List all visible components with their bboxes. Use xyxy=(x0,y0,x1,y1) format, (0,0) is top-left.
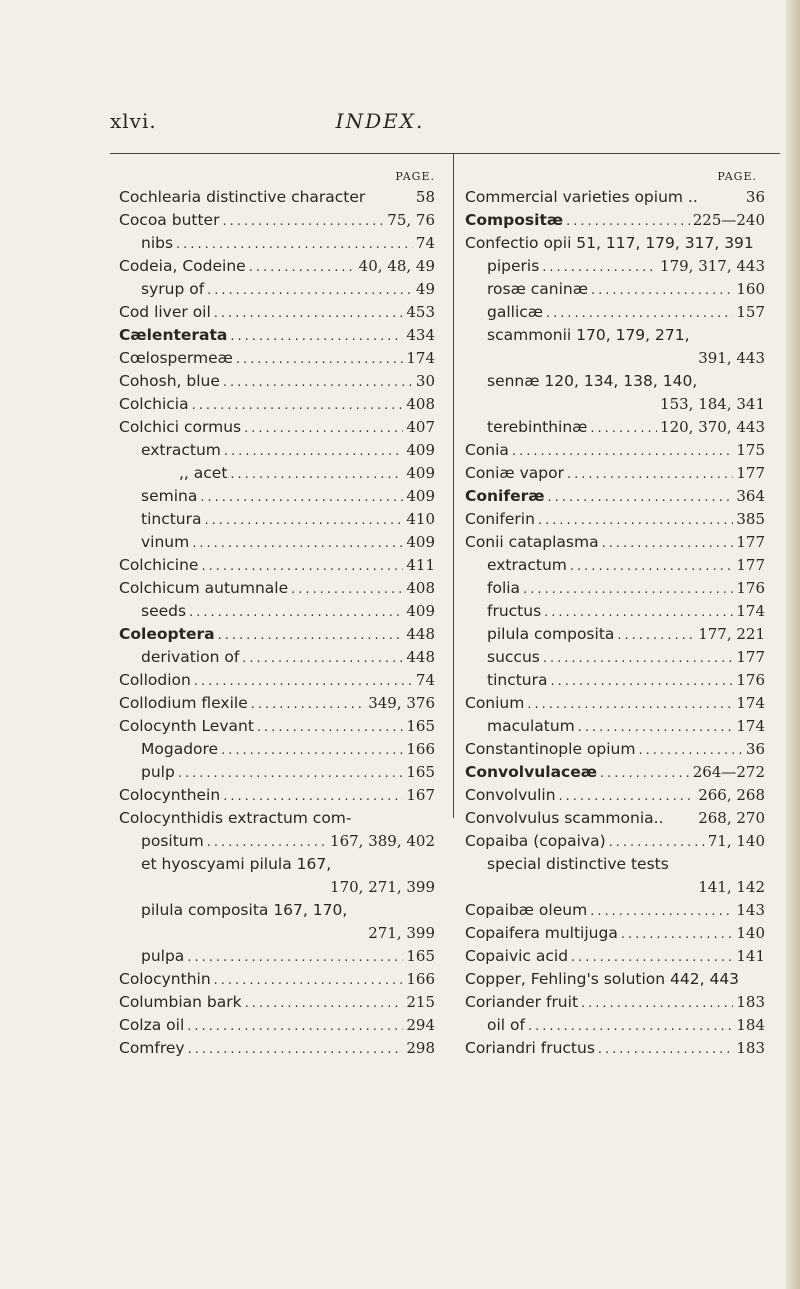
entry-term: semina xyxy=(141,487,198,505)
entry-pages: 453 xyxy=(406,303,435,321)
index-entry xyxy=(119,485,435,508)
entry-term: Collodium flexile xyxy=(119,694,248,712)
entry-term: Colchicia xyxy=(119,395,189,413)
index-entry xyxy=(119,209,435,232)
entry-pages: 167 xyxy=(406,786,435,804)
index-entry xyxy=(119,600,435,623)
index-entry xyxy=(119,899,435,922)
entry-term: Columbian bark xyxy=(119,993,242,1011)
entry-term: Colchici cormus xyxy=(119,418,242,436)
entry-pages: 36 xyxy=(745,188,765,206)
index-entry xyxy=(465,347,765,370)
entry-term: positum xyxy=(141,832,204,850)
entry-term: Comfrey xyxy=(119,1039,185,1057)
entry-pages: 177 xyxy=(736,648,765,666)
entry-term: pilula composita xyxy=(487,625,615,643)
header-rule xyxy=(110,153,780,154)
index-entry xyxy=(465,1014,765,1037)
index-entry xyxy=(465,853,765,876)
entry-term: fructus xyxy=(487,602,542,620)
index-entry xyxy=(465,255,765,278)
entry-pages: 268, 270 xyxy=(698,809,765,827)
entry-term: succus xyxy=(487,648,540,666)
dot-leader xyxy=(512,440,733,462)
dot-leader xyxy=(638,739,742,761)
entry-pages: 30 xyxy=(415,372,435,390)
dot-leader xyxy=(567,463,733,485)
dot-leader xyxy=(566,210,690,232)
index-entry xyxy=(465,807,765,830)
dot-leader xyxy=(192,394,404,416)
dot-leader xyxy=(230,325,403,347)
dot-leader xyxy=(205,509,404,531)
entry-pages: 409 xyxy=(406,533,435,551)
entry-pages: 183 xyxy=(736,1039,765,1057)
index-entry xyxy=(119,715,435,738)
index-entry xyxy=(119,462,435,485)
entry-term: Coriandri fructus xyxy=(465,1039,595,1057)
dot-leader xyxy=(578,716,734,738)
dot-leader xyxy=(218,624,404,646)
index-entry xyxy=(465,531,765,554)
entry-pages: 408 xyxy=(406,395,435,413)
entry-term: Convolvulin xyxy=(465,786,556,804)
entry-term: Commercial varieties opium .. xyxy=(465,188,698,206)
dot-leader xyxy=(609,831,705,853)
index-entry xyxy=(465,899,765,922)
entry-pages: 411 xyxy=(406,556,435,574)
dot-leader xyxy=(223,785,403,807)
index-entry xyxy=(119,186,435,209)
index-entry xyxy=(119,853,435,876)
entry-term: Convolvulus scammonia.. xyxy=(465,809,664,827)
index-entry xyxy=(119,393,435,416)
right-column xyxy=(465,170,765,1060)
dot-leader xyxy=(223,371,413,393)
index-entry xyxy=(465,232,765,255)
index-entry xyxy=(119,577,435,600)
entry-pages: 177 xyxy=(736,464,765,482)
entry-pages: 143 xyxy=(736,901,765,919)
index-entry xyxy=(465,209,765,232)
entry-term: rosæ caninæ xyxy=(487,280,588,298)
dot-leader xyxy=(207,279,413,301)
dot-leader xyxy=(598,1038,733,1060)
dot-leader xyxy=(249,256,356,278)
index-entry xyxy=(119,761,435,784)
entry-term: Colza oil xyxy=(119,1016,185,1034)
entry-term: pulp xyxy=(141,763,175,781)
dot-leader xyxy=(617,624,695,646)
dot-leader xyxy=(214,969,404,991)
entry-term: maculatum xyxy=(487,717,575,735)
entry-pages: 264—272 xyxy=(692,763,765,781)
running-title: INDEX. xyxy=(335,109,425,133)
entry-term: Constantinople opium xyxy=(465,740,636,758)
index-entry xyxy=(119,1014,435,1037)
index-entry xyxy=(119,738,435,761)
index-entry xyxy=(465,301,765,324)
entry-term: Cohosh, blue xyxy=(119,372,220,390)
index-entry xyxy=(465,508,765,531)
entry-term: special distinctive tests xyxy=(487,855,669,873)
index-entry xyxy=(465,830,765,853)
entry-pages: 225—240 xyxy=(692,211,765,229)
entry-term: syrup of xyxy=(141,280,205,298)
dot-leader xyxy=(548,486,734,508)
dot-leader xyxy=(244,417,403,439)
dot-leader xyxy=(542,256,657,278)
index-entry xyxy=(119,784,435,807)
index-entry xyxy=(119,830,435,853)
dot-leader xyxy=(559,785,696,807)
entry-pages: 176 xyxy=(736,579,765,597)
index-entries-left xyxy=(119,186,435,1060)
dot-leader xyxy=(188,1038,404,1060)
index-entry xyxy=(465,761,765,784)
index-entry xyxy=(119,508,435,531)
entry-pages: 409 xyxy=(406,602,435,620)
page-header xyxy=(0,109,800,139)
index-entry xyxy=(465,922,765,945)
dot-leader xyxy=(221,739,403,761)
entry-pages: 409 xyxy=(406,464,435,482)
entry-pages: 266, 268 xyxy=(698,786,765,804)
index-entry xyxy=(465,577,765,600)
entry-pages: 410 xyxy=(406,510,435,528)
entry-term: vinum xyxy=(141,533,190,551)
entry-term: Cocoa butter xyxy=(119,211,220,229)
dot-leader xyxy=(230,463,403,485)
entry-pages: 74 xyxy=(415,234,435,252)
dot-leader xyxy=(590,900,733,922)
entry-pages: 391, 443 xyxy=(698,349,765,367)
dot-leader xyxy=(176,233,413,255)
index-entry xyxy=(119,945,435,968)
index-entry xyxy=(119,692,435,715)
index-entry xyxy=(119,301,435,324)
entry-term: Coniferæ xyxy=(465,487,545,505)
entry-term: Copaibæ oleum xyxy=(465,901,588,919)
index-entries-right xyxy=(465,186,765,1060)
entry-pages: 36 xyxy=(745,740,765,758)
index-entry xyxy=(465,669,765,692)
dot-leader xyxy=(187,946,403,968)
dot-leader xyxy=(257,716,403,738)
entry-term: Cod liver oil xyxy=(119,303,211,321)
entry-term: Colocynthin xyxy=(119,970,211,988)
entry-pages: 165 xyxy=(406,947,435,965)
dot-leader xyxy=(543,647,734,669)
entry-term: Codeia, Codeine xyxy=(119,257,246,275)
entry-term: pulpa xyxy=(141,947,185,965)
entry-pages: 175 xyxy=(736,441,765,459)
dot-leader xyxy=(602,532,734,554)
entry-term: piperis xyxy=(487,257,540,275)
entry-term: tinctura xyxy=(141,510,202,528)
dot-leader xyxy=(214,302,404,324)
page-column-label: PAGE. xyxy=(717,170,757,183)
entry-term: Colchicum autumnale xyxy=(119,579,289,597)
entry-pages: 407 xyxy=(406,418,435,436)
entry-pages: 140 xyxy=(736,924,765,942)
index-entry xyxy=(119,347,435,370)
index-entry xyxy=(119,278,435,301)
entry-pages: 58 xyxy=(415,188,435,206)
entry-term: Confectio opii 51, 117, 179, 317, 391 xyxy=(465,234,754,252)
entry-term: terebinthinæ xyxy=(487,418,588,436)
entry-pages: 179, 317, 443 xyxy=(660,257,765,275)
entry-pages: 75, 76 xyxy=(387,211,435,229)
index-entry xyxy=(465,462,765,485)
dot-leader xyxy=(200,486,403,508)
entry-pages: 174 xyxy=(736,694,765,712)
entry-term: extractum xyxy=(141,441,221,459)
entry-pages: 177 xyxy=(736,556,765,574)
index-entry xyxy=(465,370,765,393)
index-entry xyxy=(465,278,765,301)
entry-term: tinctura xyxy=(487,671,548,689)
index-entry xyxy=(119,807,435,830)
index-entry xyxy=(465,945,765,968)
dot-leader xyxy=(538,509,733,531)
dot-leader xyxy=(194,670,413,692)
index-entry xyxy=(465,554,765,577)
entry-pages: 166 xyxy=(406,740,435,758)
dot-leader xyxy=(528,1015,733,1037)
entry-term: derivation of xyxy=(141,648,240,666)
entry-term: Colocynthein xyxy=(119,786,221,804)
entry-term: Cælenterata xyxy=(119,326,228,344)
entry-term: Compositæ xyxy=(465,211,564,229)
entry-term: Convolvulaceæ xyxy=(465,763,597,781)
index-entry xyxy=(119,991,435,1014)
dot-leader xyxy=(192,532,403,554)
index-entry xyxy=(119,232,435,255)
entry-pages: 174 xyxy=(406,349,435,367)
entry-pages: 40, 48, 49 xyxy=(358,257,435,275)
entry-term: Coleoptera xyxy=(119,625,215,643)
entry-pages: 71, 140 xyxy=(707,832,765,850)
entry-term: Copaifera multijuga xyxy=(465,924,618,942)
entry-pages: 183 xyxy=(736,993,765,1011)
entry-pages: 74 xyxy=(415,671,435,689)
dot-leader xyxy=(251,693,365,715)
index-entry xyxy=(119,439,435,462)
entry-pages: 157 xyxy=(736,303,765,321)
dot-leader xyxy=(178,762,404,784)
index-entry xyxy=(119,531,435,554)
dot-leader xyxy=(523,578,733,600)
entry-pages: 177 xyxy=(736,533,765,551)
dot-leader xyxy=(236,348,403,370)
entry-pages: 177, 221 xyxy=(698,625,765,643)
dot-leader xyxy=(571,946,733,968)
entry-term: Coniæ vapor xyxy=(465,464,564,482)
dot-leader xyxy=(590,417,657,439)
entry-pages: 364 xyxy=(736,487,765,505)
entry-term: folia xyxy=(487,579,521,597)
entry-term: Conium xyxy=(465,694,525,712)
dot-leader xyxy=(187,1015,403,1037)
dot-leader xyxy=(189,601,403,623)
dot-leader xyxy=(546,302,733,324)
index-entry xyxy=(465,646,765,669)
entry-pages: 271, 399 xyxy=(368,924,435,942)
entry-pages: 448 xyxy=(406,648,435,666)
entry-pages: 174 xyxy=(736,717,765,735)
dot-leader xyxy=(551,670,734,692)
dot-leader xyxy=(291,578,403,600)
index-entry xyxy=(465,324,765,347)
entry-term: sennæ 120, 134, 138, 140, xyxy=(487,372,698,390)
dot-leader xyxy=(207,831,327,853)
entry-pages: 298 xyxy=(406,1039,435,1057)
entry-pages: 165 xyxy=(406,763,435,781)
dot-leader xyxy=(621,923,734,945)
entry-pages: 408 xyxy=(406,579,435,597)
entry-term: Conii cataplasma xyxy=(465,533,599,551)
entry-pages: 166 xyxy=(406,970,435,988)
entry-term: Collodion xyxy=(119,671,191,689)
index-entry xyxy=(119,370,435,393)
entry-term: Cochlearia distinctive character xyxy=(119,188,366,206)
column-divider xyxy=(453,153,454,818)
dot-leader xyxy=(222,210,384,232)
entry-pages: 49 xyxy=(415,280,435,298)
index-entry xyxy=(119,669,435,692)
index-entry xyxy=(119,922,435,945)
index-entry xyxy=(119,1037,435,1060)
entry-pages: 349, 376 xyxy=(368,694,435,712)
entry-pages: 141, 142 xyxy=(698,878,765,896)
entry-pages: 153, 184, 341 xyxy=(660,395,765,413)
index-entry xyxy=(465,600,765,623)
entry-term: et hyoscyami pilula 167, xyxy=(141,855,332,873)
index-entry xyxy=(465,393,765,416)
entry-pages: 176 xyxy=(736,671,765,689)
entry-term: Colocynth Levant xyxy=(119,717,254,735)
entry-term: Cœlospermeæ xyxy=(119,349,233,367)
left-column xyxy=(119,170,435,1060)
index-entry xyxy=(465,738,765,761)
entry-pages: 215 xyxy=(406,993,435,1011)
entry-pages: 174 xyxy=(736,602,765,620)
index-entry xyxy=(465,784,765,807)
entry-term: extractum xyxy=(487,556,567,574)
index-entry xyxy=(465,623,765,646)
index-entry xyxy=(119,876,435,899)
entry-term: Colchicine xyxy=(119,556,199,574)
index-entry xyxy=(119,255,435,278)
entry-term: ,, acet xyxy=(179,464,228,482)
entry-pages: 141 xyxy=(736,947,765,965)
entry-term: seeds xyxy=(141,602,187,620)
index-entry xyxy=(465,692,765,715)
dot-leader xyxy=(527,693,733,715)
entry-term: Colocynthidis extractum com- xyxy=(119,809,352,827)
page-number: xlvi. xyxy=(110,109,157,133)
dot-leader xyxy=(581,992,733,1014)
index-entry xyxy=(119,416,435,439)
dot-leader xyxy=(224,440,403,462)
entry-pages: 167, 389, 402 xyxy=(330,832,435,850)
dot-leader xyxy=(245,992,404,1014)
entry-pages: 184 xyxy=(736,1016,765,1034)
index-entry xyxy=(465,485,765,508)
index-entry xyxy=(465,416,765,439)
entry-pages: 434 xyxy=(406,326,435,344)
entry-pages: 409 xyxy=(406,441,435,459)
entry-pages: 120, 370, 443 xyxy=(660,418,765,436)
index-entry xyxy=(465,991,765,1014)
entry-term: Copaiba (copaiva) xyxy=(465,832,606,850)
entry-term: Coniferin xyxy=(465,510,535,528)
entry-pages: 448 xyxy=(406,625,435,643)
entry-pages: 165 xyxy=(406,717,435,735)
entry-pages: 409 xyxy=(406,487,435,505)
entry-term: Copper, Fehling's solution 442, 443 xyxy=(465,970,740,988)
index-entry xyxy=(465,876,765,899)
entry-pages: 160 xyxy=(736,280,765,298)
index-entry xyxy=(119,623,435,646)
entry-term: Conia xyxy=(465,441,509,459)
dot-leader xyxy=(201,555,403,577)
index-entry xyxy=(119,968,435,991)
entry-pages: 385 xyxy=(736,510,765,528)
entry-term: gallicæ xyxy=(487,303,543,321)
entry-term: pilula composita 167, 170, xyxy=(141,901,348,919)
index-entry xyxy=(465,968,765,991)
entry-pages: 294 xyxy=(406,1016,435,1034)
page-edge-shadow xyxy=(786,0,800,1289)
entry-term: Coriander fruit xyxy=(465,993,579,1011)
entry-term: Mogadore xyxy=(141,740,219,758)
entry-pages: 170, 271, 399 xyxy=(330,878,435,896)
dot-leader xyxy=(600,762,690,784)
entry-term: Copaivic acid xyxy=(465,947,569,965)
index-entry xyxy=(465,1037,765,1060)
entry-term: oil of xyxy=(487,1016,525,1034)
dot-leader xyxy=(570,555,733,577)
dot-leader xyxy=(242,647,403,669)
dot-leader xyxy=(544,601,733,623)
index-entry xyxy=(465,439,765,462)
index-entry xyxy=(465,715,765,738)
index-entry xyxy=(119,324,435,347)
index-entry xyxy=(119,646,435,669)
entry-term: nibs xyxy=(141,234,174,252)
page-column-label: PAGE. xyxy=(395,170,435,183)
index-entry xyxy=(465,186,765,209)
index-entry xyxy=(119,554,435,577)
dot-leader xyxy=(591,279,733,301)
entry-term: scammonii 170, 179, 271, xyxy=(487,326,690,344)
